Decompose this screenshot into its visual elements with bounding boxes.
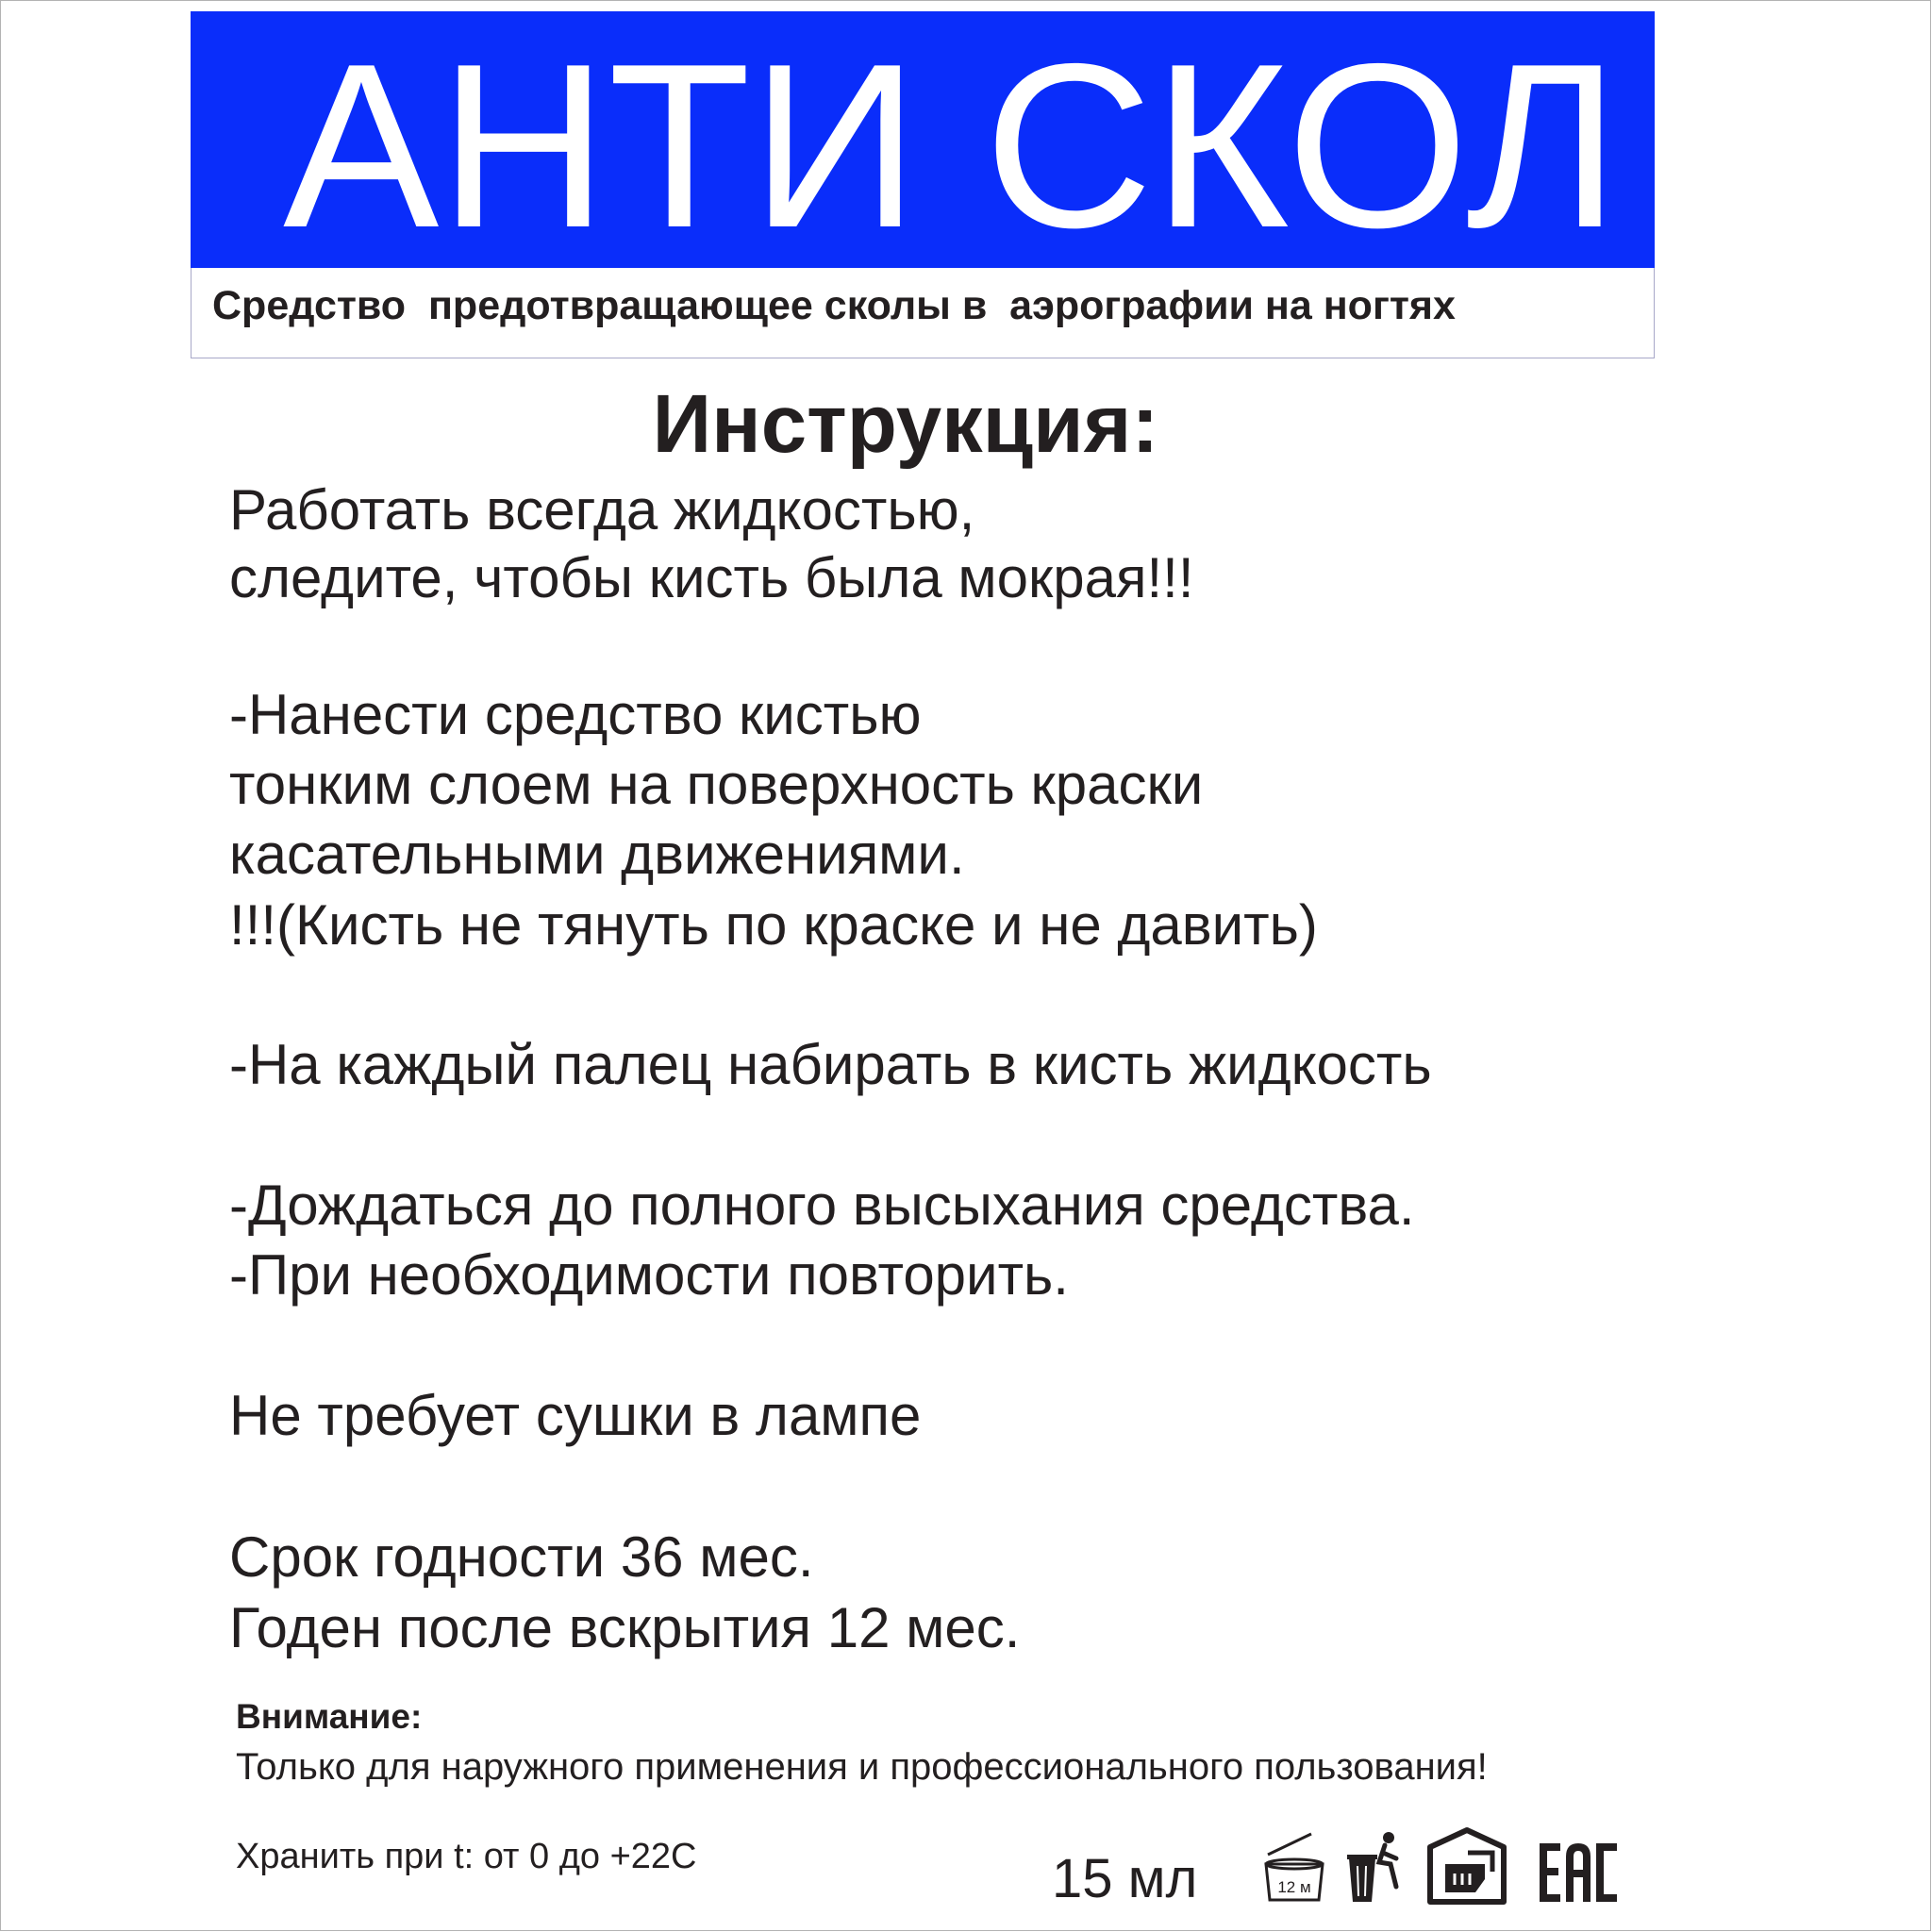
instruction-line: -При необходимости повторить. — [229, 1243, 1069, 1307]
warning-title: Внимание: — [236, 1697, 423, 1736]
package-recycle-icon — [1426, 1826, 1507, 1907]
instruction-line: !!!(Кисть не тянуть по краске и не давить) — [229, 893, 1318, 957]
recycle-bin-icon — [1347, 1830, 1404, 1906]
instruction-line: тонким слоем на поверхность краски — [229, 753, 1204, 816]
brand-title: АНТИ СКОЛ — [283, 14, 1620, 276]
warning-text: Только для наружного применения и профессионального пользования! — [236, 1746, 1488, 1788]
instruction-line: Срок годности 36 мес. — [229, 1525, 814, 1589]
volume-label: 15 мл — [1052, 1848, 1198, 1909]
instruction-line: -На каждый палец набирать в кисть жидкость — [229, 1033, 1432, 1096]
pao-label: 12 м — [1277, 1878, 1311, 1896]
storage-temperature: Хранить при t: от 0 до +22C — [236, 1837, 697, 1876]
subtitle: Средство предотвращающее сколы в аэрографии на ногтях — [212, 283, 1456, 328]
eac-mark-icon — [1536, 1841, 1621, 1904]
instruction-line: Работать всегда жидкостью, — [229, 478, 975, 541]
instruction-line: Не требует сушки в лампе — [229, 1384, 922, 1447]
instructions-heading: Инструкция: — [652, 378, 1159, 470]
instruction-line: Годен после вскрытия 12 мес. — [229, 1596, 1021, 1659]
instruction-line: -Нанести средство кистью — [229, 683, 922, 746]
instruction-line: касательными движениями. — [229, 823, 965, 886]
instruction-line: -Дождаться до полного высыхания средства. — [229, 1174, 1415, 1237]
instruction-line: следите, чтобы кисть была мокрая!!! — [229, 546, 1194, 609]
open-jar-pao-icon — [1262, 1828, 1326, 1904]
